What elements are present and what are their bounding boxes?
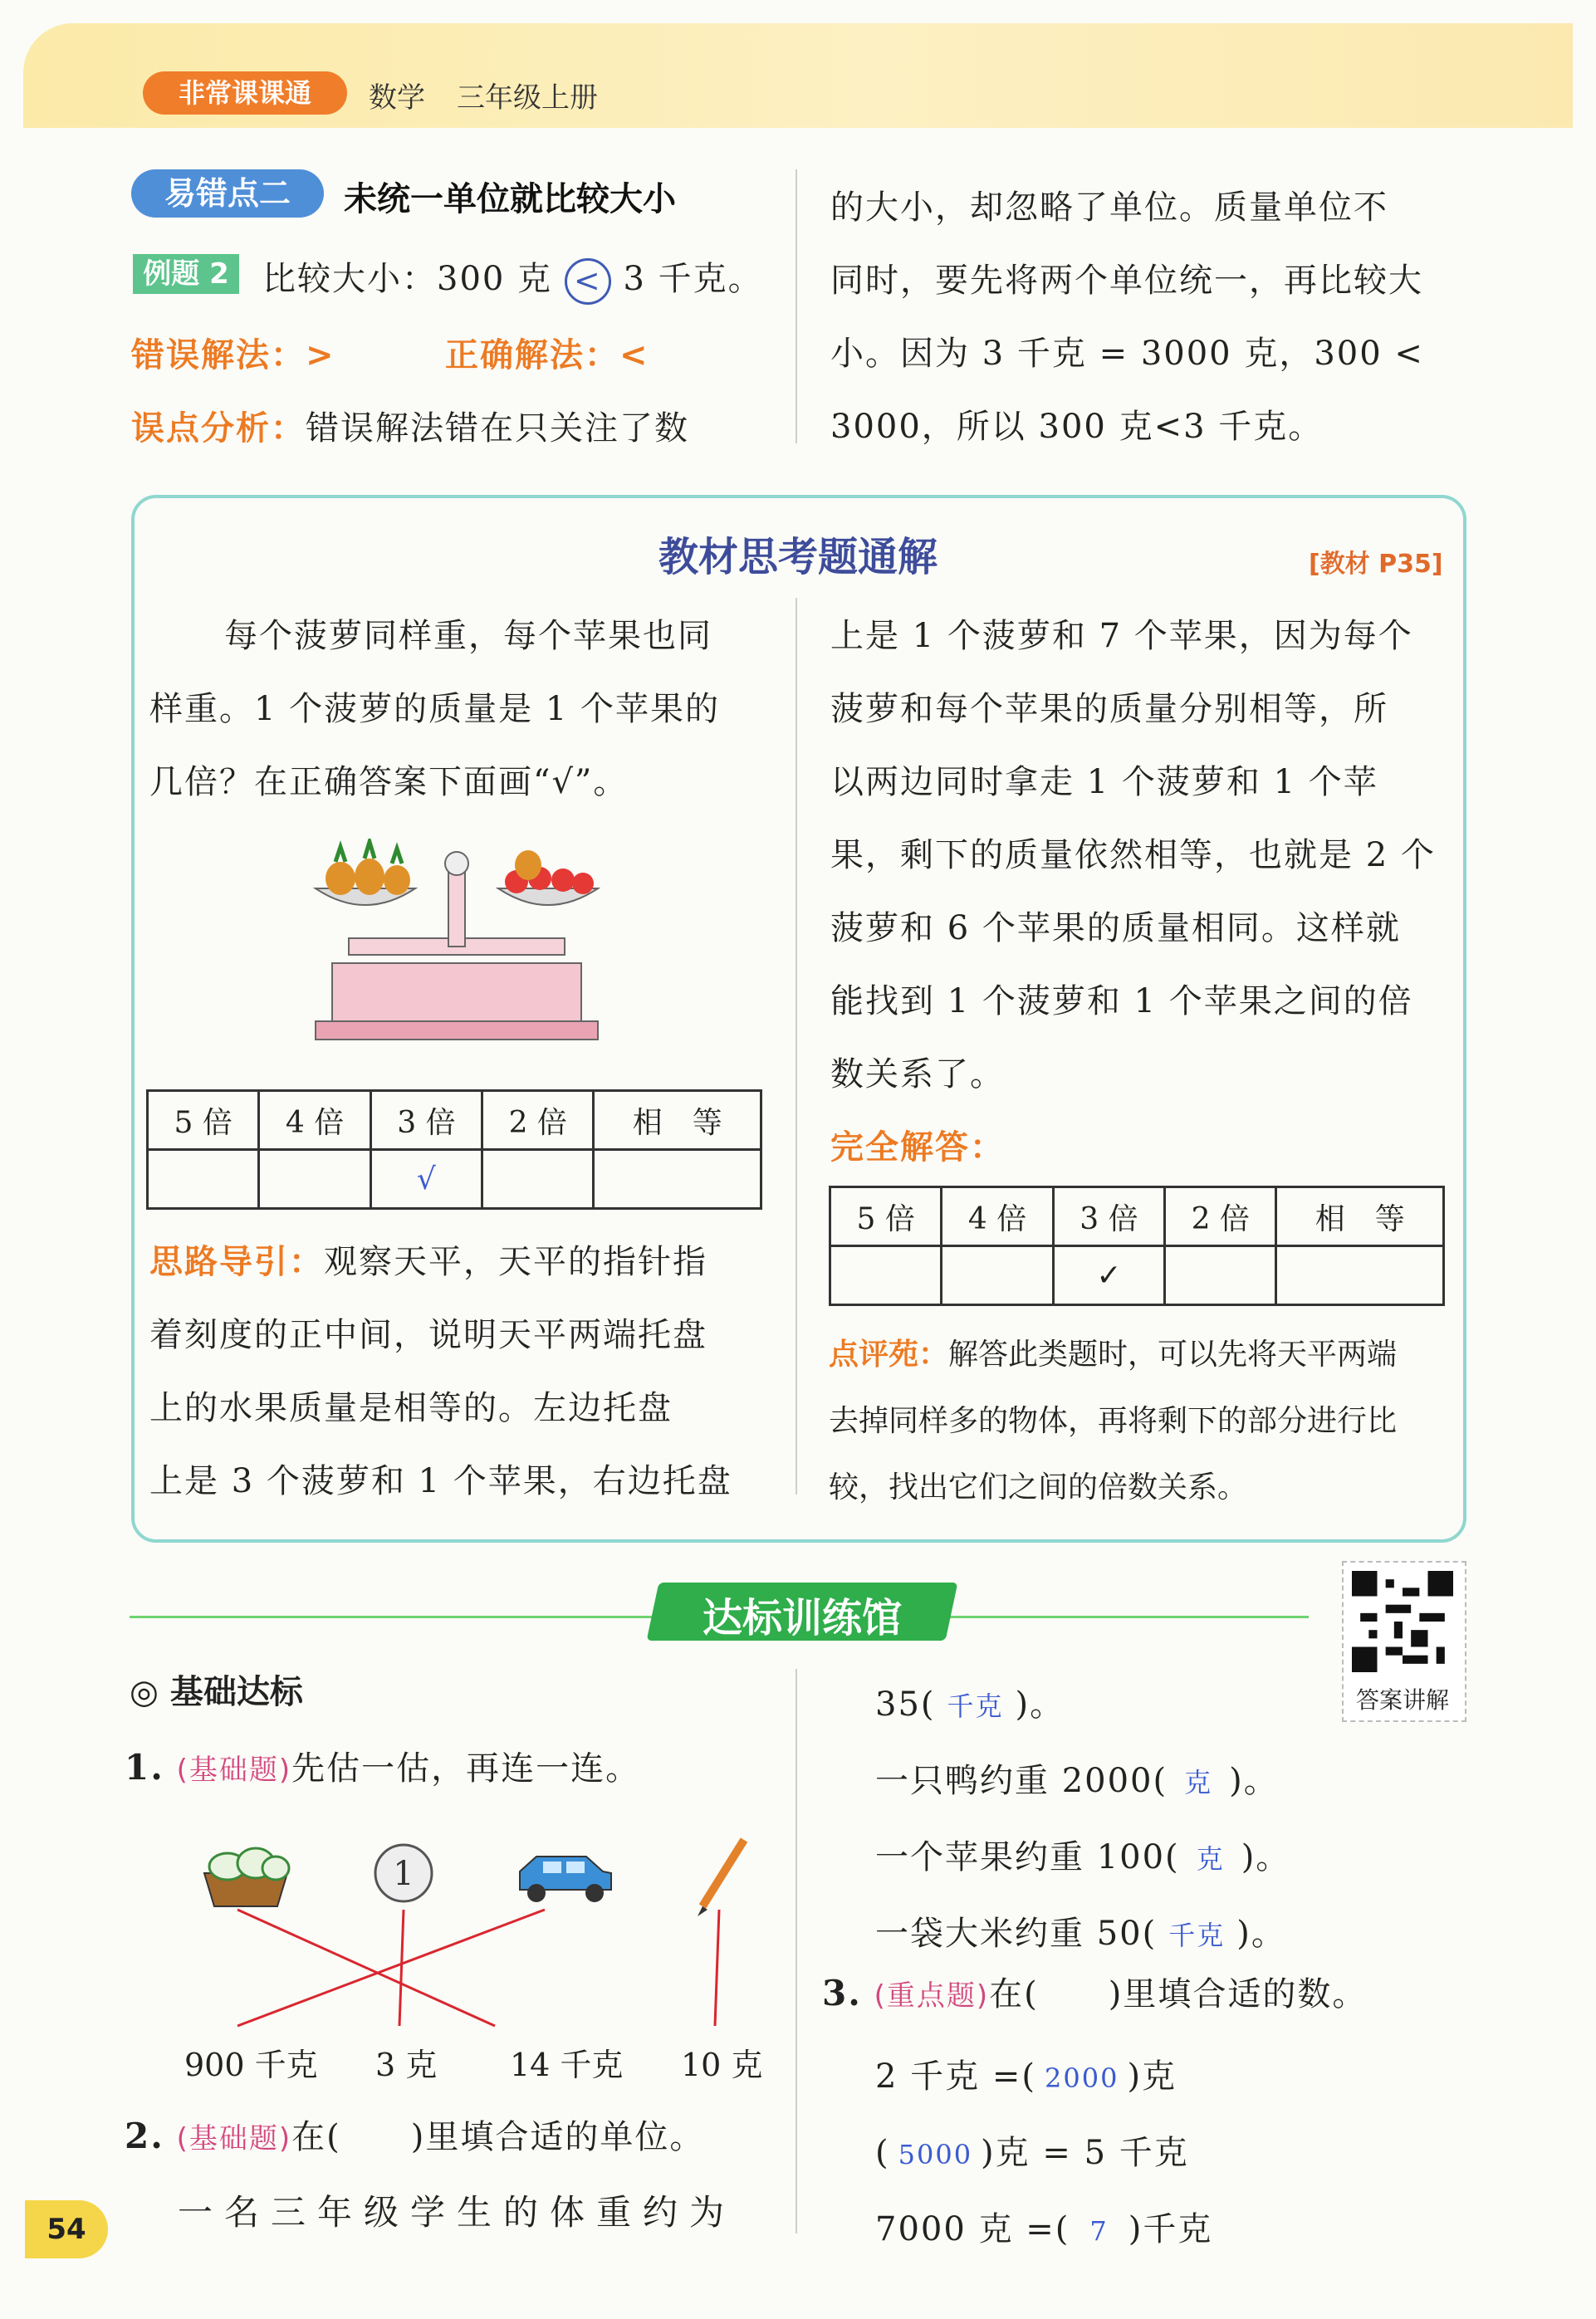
question-3 bbox=[822, 1968, 1367, 2015]
qr-code-icon[interactable] bbox=[1352, 1571, 1453, 1672]
option-header: 5 倍 bbox=[148, 1091, 259, 1150]
option-header: 3 倍 bbox=[1053, 1187, 1164, 1246]
coin-icon bbox=[375, 1845, 432, 1901]
option-header: 相 等 bbox=[594, 1091, 761, 1150]
right-label: 正确解法： bbox=[445, 335, 619, 374]
think-title: 教材思考题通解 bbox=[658, 534, 938, 580]
right-value: < bbox=[619, 335, 649, 374]
text-line: 每个菠萝同样重，每个苹果也同 bbox=[224, 617, 712, 655]
answer-post: )。 bbox=[1015, 1685, 1065, 1724]
mistake-right-text bbox=[830, 171, 1461, 463]
subject-label: 数学 bbox=[369, 81, 425, 115]
answer-pre: 一个苹果约重 100( bbox=[875, 1838, 1180, 1876]
text-line: 菠萝和 6 个苹果的质量相同。这样就 bbox=[830, 909, 1401, 947]
q1-label: 3 克 bbox=[375, 2047, 438, 2083]
answer-line bbox=[875, 1667, 1290, 1744]
question-2 bbox=[125, 2111, 704, 2158]
answer-pre: 35( bbox=[875, 1685, 936, 1724]
hint-line: 观察天平，天平的指针指 bbox=[324, 1243, 707, 1281]
section-heading: ◎ 基础达标 bbox=[130, 1673, 303, 1711]
answer-mark: ✓ bbox=[1053, 1246, 1164, 1305]
practice-banner-title: 达标训练馆 bbox=[702, 1595, 902, 1641]
qr-label: 答案讲解 bbox=[1355, 1686, 1449, 1714]
q2-number: 2. bbox=[125, 2116, 164, 2156]
q1-label: 14 千克 bbox=[510, 2047, 624, 2083]
wrong-value: > bbox=[306, 335, 335, 374]
answer-fill: 千克 bbox=[1168, 1920, 1226, 1951]
text-line bbox=[149, 1226, 764, 1299]
example-pre: 比较大小：300 克 bbox=[262, 260, 553, 298]
q1-label: 900 千克 bbox=[184, 2047, 318, 2083]
option-mark bbox=[482, 1150, 594, 1209]
wrong-solution bbox=[131, 329, 335, 376]
q3-answers bbox=[875, 2039, 1212, 2268]
comment-line: 解答此类题时，可以先将天平两端 bbox=[948, 1338, 1398, 1372]
text-line: 的大小，却忽略了单位。质量单位不 bbox=[830, 188, 1388, 227]
column-divider bbox=[796, 1669, 797, 2233]
example-line bbox=[262, 252, 763, 305]
question-text bbox=[149, 599, 764, 819]
comment-label: 点评苑： bbox=[829, 1338, 949, 1372]
column-divider bbox=[796, 169, 797, 443]
text-line: 上的水果质量是相等的。左边托盘 bbox=[149, 1389, 673, 1427]
option-header: 2 倍 bbox=[482, 1091, 594, 1150]
option-header: 4 倍 bbox=[259, 1091, 370, 1150]
column-divider bbox=[796, 598, 797, 1495]
text-line bbox=[829, 1322, 1460, 1388]
q1-match-lines bbox=[196, 1901, 777, 2034]
answer-fill: 2000 bbox=[1045, 2062, 1119, 2094]
text-line: 着刻度的正中间，说明天平两端托盘 bbox=[149, 1316, 707, 1354]
text-line: 几倍？在正确答案下面画“√”。 bbox=[149, 763, 629, 801]
option-mark bbox=[148, 1150, 259, 1209]
q3-number: 3. bbox=[822, 1973, 862, 2013]
text-line: 样重。1 个菠萝的质量是 1 个苹果的 bbox=[149, 690, 721, 728]
answer-post: )克 bbox=[1127, 2057, 1177, 2096]
option-mark: √ bbox=[370, 1150, 482, 1209]
q3-text: 在( )里填合适的数。 bbox=[989, 1975, 1368, 2013]
option-mark bbox=[259, 1150, 370, 1209]
grade-label: 三年级上册 bbox=[457, 81, 598, 115]
answer-line bbox=[875, 2116, 1212, 2192]
right-solution bbox=[445, 329, 649, 376]
analysis-label: 误点分析： bbox=[131, 409, 306, 448]
q1-number: 1. bbox=[125, 1747, 164, 1788]
text-line: 菠萝和每个苹果的质量分别相等，所 bbox=[830, 690, 1388, 728]
text-line: 3000，所以 300 克<3 千克。 bbox=[830, 408, 1324, 446]
answer-fill: 克 bbox=[1196, 1843, 1225, 1875]
text-line: 果，剩下的质量依然相等，也就是 2 个 bbox=[830, 836, 1436, 874]
mistake-title: 未统一单位就比较大小 bbox=[344, 180, 676, 218]
q1-tag: (基础题) bbox=[176, 1754, 292, 1787]
textbook-ref: [教材 P35] bbox=[1309, 550, 1443, 579]
answer-pre: 一袋大米约重 50( bbox=[875, 1915, 1158, 1953]
answer-fill: 克 bbox=[1184, 1767, 1213, 1798]
example-answer-circle: < bbox=[565, 258, 611, 305]
q1-label: 10 克 bbox=[681, 2047, 763, 2083]
option-mark bbox=[594, 1150, 761, 1209]
cabbage-basket-icon bbox=[204, 1848, 289, 1906]
q2-text: 在( )里填合适的单位。 bbox=[291, 2118, 705, 2156]
example-post: 3 千克。 bbox=[623, 260, 763, 298]
q3-tag: (重点题) bbox=[874, 1979, 990, 2013]
answer-line bbox=[875, 1896, 1290, 1973]
page-number: 54 bbox=[25, 2200, 108, 2258]
text-line: 上是 3 个菠萝和 1 个苹果，右边托盘 bbox=[149, 1462, 732, 1500]
answer-line bbox=[875, 1744, 1290, 1820]
answer-post: )。 bbox=[1229, 1762, 1279, 1800]
mistake-tag: 易错点二 bbox=[131, 169, 324, 218]
text-line: 去掉同样多的物体，再将剩下的部分进行比 bbox=[829, 1404, 1398, 1438]
answer-pre: 7000 克 =( bbox=[875, 2210, 1070, 2248]
answer-line bbox=[875, 2039, 1212, 2116]
hint-label: 思路导引： bbox=[149, 1242, 324, 1281]
q2-answers bbox=[875, 1667, 1290, 1973]
answer-fill: 7 bbox=[1089, 2215, 1109, 2247]
answer-post: )。 bbox=[1236, 1915, 1286, 1953]
text-line: 数关系了。 bbox=[830, 1055, 1005, 1093]
wrong-label: 错误解法： bbox=[131, 335, 306, 374]
series-badge: 非常课课通 bbox=[143, 71, 347, 115]
answer-label: 完全解答： bbox=[830, 1128, 1005, 1167]
analysis-line bbox=[131, 402, 689, 449]
answer-post: )千克 bbox=[1128, 2210, 1213, 2248]
text-line: 以两边同时拿走 1 个菠萝和 1 个苹 bbox=[830, 763, 1378, 801]
q2-line: 一名三年级学生的体重约为 bbox=[178, 2192, 737, 2233]
answer-pre: 一只鸭约重 2000( bbox=[875, 1762, 1168, 1800]
think-right-text bbox=[830, 599, 1445, 1184]
option-header: 3 倍 bbox=[370, 1091, 482, 1150]
answer-fill: 千克 bbox=[947, 1690, 1004, 1722]
svg-text:1: 1 bbox=[393, 1855, 414, 1893]
answer-post: )克 = 5 千克 bbox=[981, 2134, 1189, 2172]
option-header: 2 倍 bbox=[1165, 1187, 1276, 1246]
option-header: 4 倍 bbox=[942, 1187, 1053, 1246]
answer-mark bbox=[830, 1246, 942, 1305]
example-tag: 例题 2 bbox=[133, 254, 239, 294]
balance-scale-illustration bbox=[299, 839, 614, 1046]
answer-post: )。 bbox=[1241, 1838, 1291, 1876]
answer-pre: ( bbox=[875, 2134, 890, 2172]
text-line: 较，找出它们之间的倍数关系。 bbox=[829, 1470, 1248, 1504]
answer-mark bbox=[942, 1246, 1053, 1305]
text-line: 同时，要先将两个单位统一，再比较大 bbox=[830, 262, 1423, 300]
text-line: 能找到 1 个菠萝和 1 个苹果之间的倍 bbox=[830, 982, 1413, 1020]
option-header: 相 等 bbox=[1276, 1187, 1444, 1246]
text-line: 小。因为 3 千克 = 3000 克，300 < bbox=[830, 335, 1424, 373]
hint-text bbox=[149, 1226, 764, 1518]
q1-text: 先估一估，再连一连。 bbox=[291, 1749, 641, 1788]
question-1 bbox=[125, 1742, 640, 1789]
comment-text bbox=[829, 1322, 1460, 1521]
q2-tag: (基础题) bbox=[176, 2122, 292, 2155]
toy-car-icon bbox=[520, 1857, 611, 1902]
text-line: 上是 1 个菠萝和 7 个苹果，因为每个 bbox=[830, 617, 1413, 655]
answer-mark bbox=[1165, 1246, 1276, 1305]
answer-table bbox=[829, 1186, 1445, 1306]
options-table bbox=[146, 1089, 762, 1210]
analysis-text: 错误解法错在只关注了数 bbox=[306, 409, 689, 448]
answer-line bbox=[875, 1820, 1290, 1896]
answer-fill: 5000 bbox=[898, 2139, 973, 2170]
answer-line bbox=[875, 2192, 1212, 2268]
answer-pre: 2 千克 =( bbox=[875, 2057, 1036, 2096]
answer-mark bbox=[1276, 1246, 1444, 1305]
option-header: 5 倍 bbox=[830, 1187, 942, 1246]
